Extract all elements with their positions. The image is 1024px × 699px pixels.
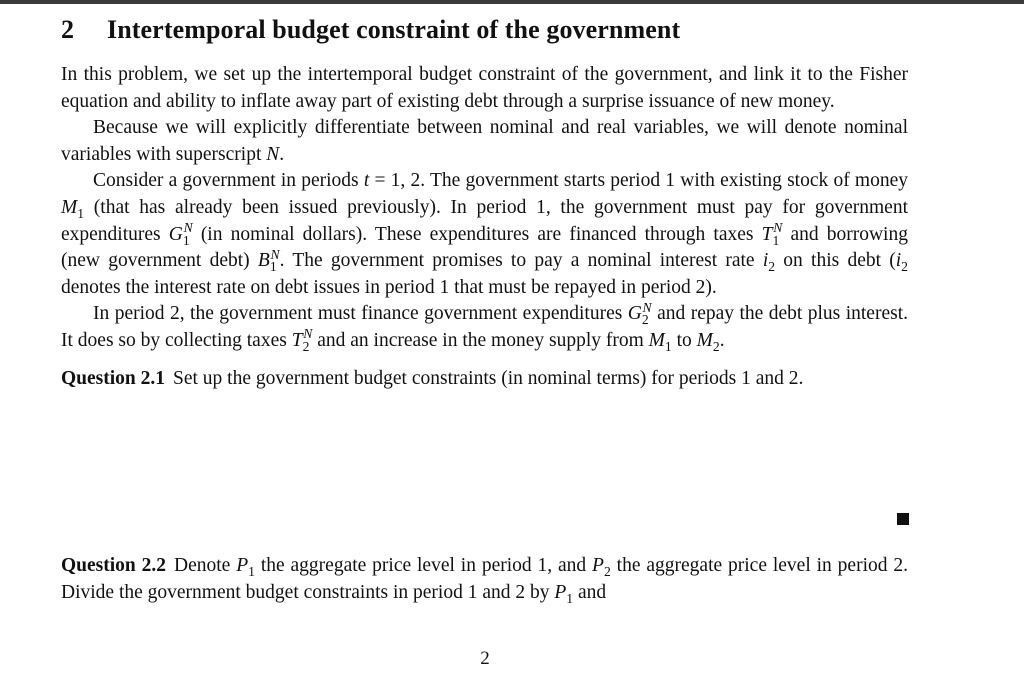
question-2-1 (61, 366, 908, 393)
top-border (0, 0, 1024, 4)
question-text: Denote $P_1$ the aggregate price level in period 1, and $P_2$ the aggregate price level in period 2. Divide the government budget constraints in period 1 and 2 by $P_1$ and (61, 555, 908, 606)
question-text: Set up the government budget constraints (in nominal terms) for periods 1 and 2. (173, 367, 804, 389)
paragraph-intro: In this problem, we set up the intertemporal budget constraint of the government, and link it to the Fisher equation and ability to inflate away part of existing debt through a surprise issuance of new money. (61, 64, 908, 112)
question-label: Question 2.1 (61, 367, 166, 389)
page-number: 2 (480, 648, 490, 669)
paragraph-notation (61, 115, 908, 168)
end-of-answer-mark (897, 513, 909, 525)
section-title: Intertemporal budget constraint of the government (107, 15, 681, 44)
question-2-2 (61, 553, 908, 606)
section-heading (61, 12, 908, 48)
document-page (61, 12, 908, 392)
paragraph-period-1-text: Consider a government in periods t = 1, 2. The government starts period 1 with existing stock of money $M_1$ (that has already been issued previously). In period 1, the government must pay for government expenditures $G_1^N$ (in nominal dollars). These expenditures are financed through taxes $T_1^N$ and borrowing (new government debt) $B_1^N$. The government promises to pay a nominal interest rate $i_2$ on this debt ($i_2$ denotes the interest rate on debt issues in period 1 that must be repayed in period 2). (61, 170, 908, 298)
paragraph-notation-text: Because we will explicitly differentiate between nominal and real variables, we will denote nominal variables with superscript N. (61, 117, 908, 165)
section-number: 2 (61, 15, 74, 44)
paragraph-period-2 (61, 301, 908, 354)
paragraph-period-1 (61, 168, 908, 301)
paragraph-period-2-text: In period 2, the government must finance government expenditures $G_2^N$ and repay the debt plus interest. It does so by collecting taxes $T_2^N$ and an increase in the money supply from $M_1$ to $M_2$. (61, 299, 908, 354)
question-label: Question 2.2 (61, 555, 167, 576)
question-2-2-block (61, 553, 908, 606)
